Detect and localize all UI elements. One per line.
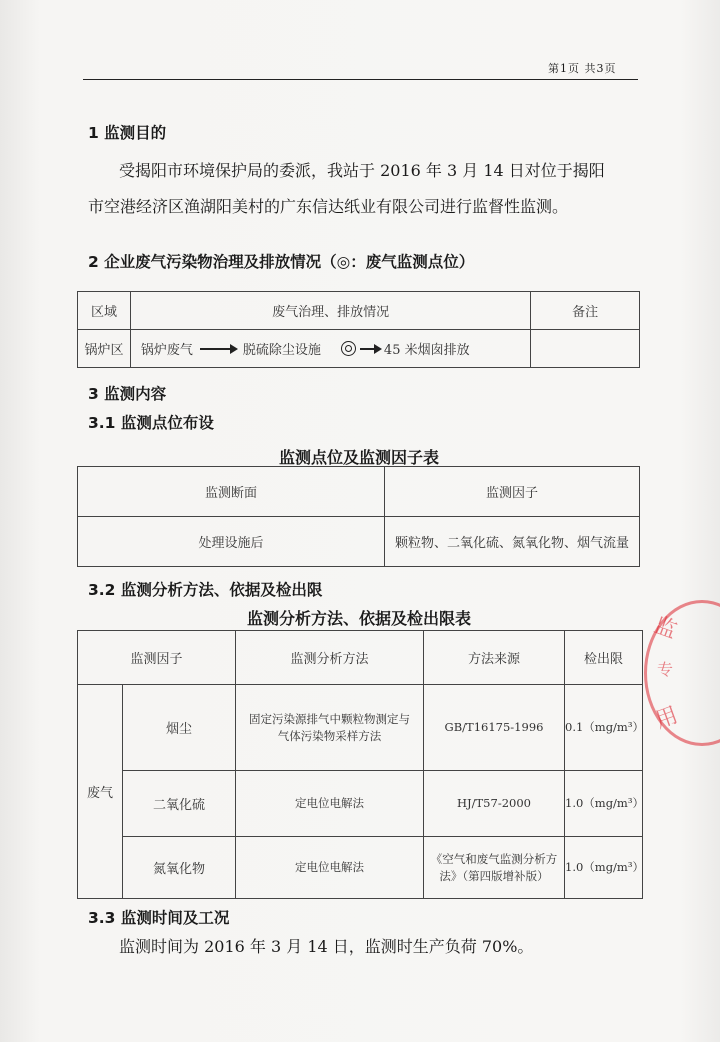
treatment-flow bbox=[131, 339, 530, 358]
flow-arrow-icon bbox=[200, 348, 236, 350]
methods-header-factor: 监测因子 bbox=[78, 631, 236, 685]
methods-source-cell: 《空气和废气监测分析方法》（第四版增补版） bbox=[424, 837, 565, 899]
methods-header-method: 监测分析方法 bbox=[236, 631, 424, 685]
emission-area-cell: 锅炉区 bbox=[78, 330, 131, 368]
methods-table-title: 监测分析方法、依据及检出限表 bbox=[246, 609, 471, 628]
methods-factor-cell: 氮氧化物 bbox=[123, 837, 236, 899]
section-1-line-1: 受揭阳市环境保护局的委派，我站于 2016 年 3 月 14 日对位于揭阳 bbox=[119, 161, 605, 180]
section-3-3-heading: 3.3 监测时间及工况 bbox=[88, 909, 230, 927]
section-1-line-2: 市空港经济区渔湖阳美村的广东信达纸业有限公司进行监督性监测。 bbox=[88, 197, 569, 216]
methods-factor-cell: 烟尘 bbox=[123, 685, 236, 771]
points-table-title: 监测点位及监测因子表 bbox=[278, 448, 439, 467]
methods-source-cell: HJ/T57-2000 bbox=[424, 771, 565, 837]
methods-limit-cell: 1.0（mg/m³） bbox=[565, 837, 643, 899]
methods-source-cell: GB/T16175-1996 bbox=[424, 685, 565, 771]
points-cell-section: 处理设施后 bbox=[78, 517, 385, 567]
methods-header-limit: 检出限 bbox=[565, 631, 643, 685]
points-header-section: 监测断面 bbox=[78, 467, 385, 517]
flow-arrow-icon-2 bbox=[360, 348, 378, 350]
section-3-2-heading: 3.2 监测分析方法、依据及检出限 bbox=[88, 581, 323, 599]
points-cell-factors: 颗粒物、二氧化硫、氮氧化物、烟气流量 bbox=[385, 517, 640, 567]
emission-note-cell bbox=[531, 330, 640, 368]
points-table bbox=[77, 466, 640, 567]
methods-method-cell: 定电位电解法 bbox=[236, 771, 424, 837]
methods-header-source: 方法来源 bbox=[424, 631, 565, 685]
emission-header-area: 区域 bbox=[78, 292, 131, 330]
methods-limit-cell: 0.1（mg/m³） bbox=[565, 685, 643, 771]
emission-header-note: 备注 bbox=[531, 292, 640, 330]
section-3-3-text: 监测时间为 2016 年 3 月 14 日，监测时生产负荷 70%。 bbox=[119, 937, 534, 956]
section-2-heading: 2 企业废气污染物治理及排放情况（◎：废气监测点位） bbox=[88, 253, 475, 271]
methods-method-cell: 定电位电解法 bbox=[236, 837, 424, 899]
page-number: 第1页 共3页 bbox=[548, 62, 617, 75]
stamp-char: 专 bbox=[657, 660, 674, 679]
emission-table bbox=[77, 291, 640, 368]
header-rule bbox=[83, 79, 638, 80]
points-header-factor: 监测因子 bbox=[385, 467, 640, 517]
emission-flow-cell bbox=[130, 330, 530, 368]
section-3-1-heading: 3.1 监测点位布设 bbox=[88, 414, 214, 432]
stamp-char: 监 bbox=[650, 612, 680, 644]
flow-step-chimney: 45 米烟囱排放 bbox=[383, 343, 470, 358]
flow-step-boiler-gas: 锅炉废气 bbox=[140, 343, 193, 358]
methods-table bbox=[77, 630, 643, 899]
methods-factor-cell: 二氧化硫 bbox=[123, 771, 236, 837]
emission-header-treatment: 废气治理、排放情况 bbox=[130, 292, 530, 330]
flow-step-desulfurization: 脱硫除尘设施 bbox=[242, 343, 321, 358]
methods-group-cell: 废气 bbox=[78, 685, 123, 899]
section-3-heading: 3 监测内容 bbox=[88, 385, 167, 403]
monitoring-point-icon bbox=[341, 341, 356, 356]
methods-limit-cell: 1.0（mg/m³） bbox=[565, 771, 643, 837]
methods-method-cell: 固定污染源排气中颗粒物测定与气体污染物采样方法 bbox=[236, 685, 424, 771]
section-1-heading: 1 监测目的 bbox=[88, 124, 167, 142]
stamp-char: 用 bbox=[652, 702, 682, 734]
